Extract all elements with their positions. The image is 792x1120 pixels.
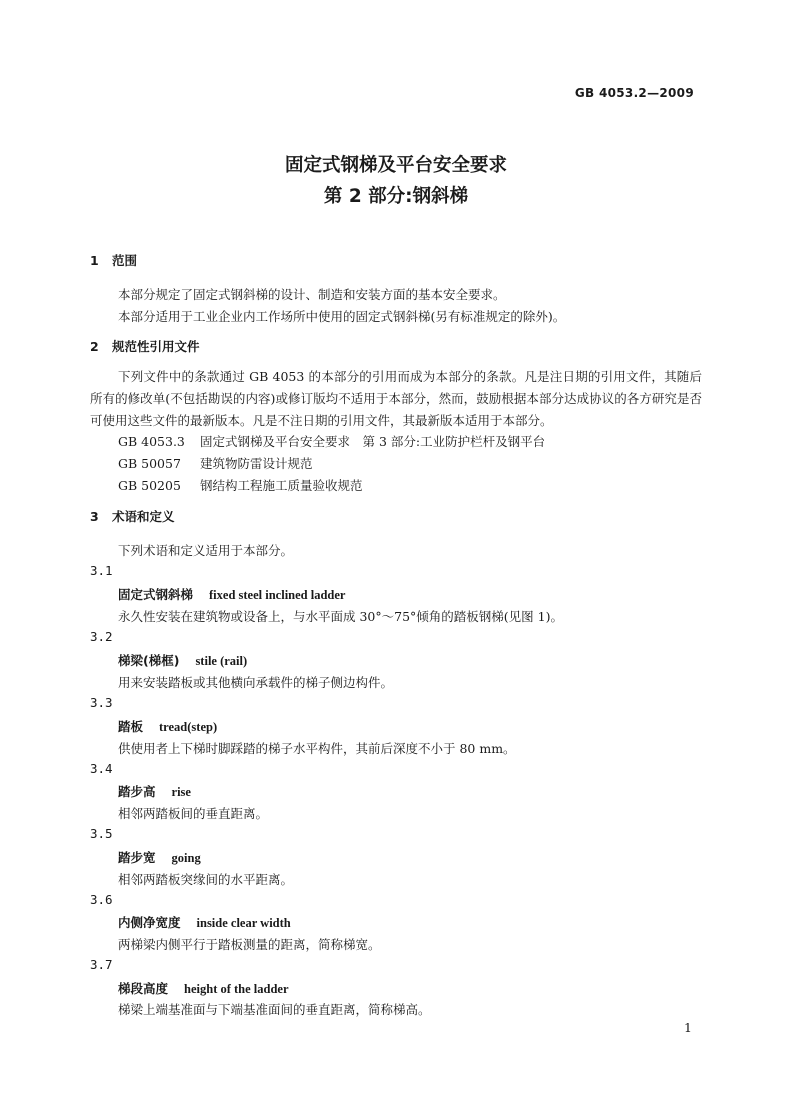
section-number: 1 bbox=[90, 253, 99, 268]
page-number: 1 bbox=[684, 1020, 692, 1035]
term-number: 3.7 bbox=[90, 957, 113, 972]
standard-code: GB 4053.2—2009 bbox=[574, 86, 694, 100]
section-number: 3 bbox=[90, 509, 99, 524]
term-chinese: 固定式钢斜梯 bbox=[118, 587, 194, 602]
section-title: 术语和定义 bbox=[112, 509, 175, 524]
term-english: inside clear width bbox=[196, 916, 291, 930]
reference-item bbox=[118, 454, 313, 472]
section-title: 范围 bbox=[112, 253, 138, 268]
reference-item bbox=[118, 432, 545, 450]
reference-code: GB 4053.3 bbox=[118, 434, 185, 449]
term-definition: 相邻两踏板突缘间的水平距离。 bbox=[118, 872, 294, 887]
paragraph: 下列术语和定义适用于本部分。 bbox=[118, 543, 294, 558]
term-chinese: 踏板 bbox=[118, 719, 144, 734]
reference-title: 固定式钢梯及平台安全要求 第 3 部分:工业防护栏杆及钢平台 bbox=[200, 434, 546, 449]
section-heading-normative-references bbox=[90, 337, 200, 355]
term-english: tread(step) bbox=[159, 720, 218, 734]
term-definition: 永久性安装在建筑物或设备上，与水平面成 30°～75°倾角的踏板钢梯(见图 1)。 bbox=[118, 609, 563, 624]
term-chinese: 踏步高 bbox=[118, 784, 156, 799]
term-definition: 梯梁上端基准面与下端基准面间的垂直距离，简称梯高。 bbox=[118, 1002, 431, 1017]
term-english: rise bbox=[171, 785, 191, 799]
reference-title: 建筑物防雷设计规范 bbox=[200, 456, 313, 471]
document-title: 固定式钢梯及平台安全要求 bbox=[284, 155, 507, 176]
term-number: 3.6 bbox=[90, 892, 113, 907]
section-title: 规范性引用文件 bbox=[112, 339, 200, 354]
term-chinese: 踏步宽 bbox=[118, 850, 156, 865]
section-heading-scope bbox=[90, 251, 137, 269]
reference-code: GB 50205 bbox=[118, 478, 181, 493]
term-chinese: 梯梁(梯框) bbox=[118, 653, 180, 668]
term-entry bbox=[118, 848, 201, 866]
term-number: 3.5 bbox=[90, 826, 113, 841]
term-entry bbox=[118, 913, 291, 931]
term-definition: 供使用者上下梯时脚踩踏的梯子水平构件，其前后深度不小于 80 mm。 bbox=[118, 741, 516, 756]
term-definition: 相邻两踏板间的垂直距离。 bbox=[118, 806, 269, 821]
term-entry bbox=[118, 979, 289, 997]
term-english: fixed steel inclined ladder bbox=[209, 588, 346, 602]
term-entry bbox=[118, 782, 191, 800]
term-english: going bbox=[171, 851, 201, 865]
term-number: 3.1 bbox=[90, 563, 113, 578]
term-chinese: 内侧净宽度 bbox=[118, 915, 181, 930]
reference-title: 钢结构工程施工质量验收规范 bbox=[200, 478, 363, 493]
term-number: 3.2 bbox=[90, 629, 113, 644]
term-english: stile (rail) bbox=[195, 654, 248, 668]
section-number: 2 bbox=[90, 339, 99, 354]
term-definition: 两梯梁内侧平行于踏板测量的距离，简称梯宽。 bbox=[118, 937, 381, 952]
term-entry bbox=[118, 651, 247, 669]
term-number: 3.4 bbox=[90, 761, 113, 776]
paragraph: 本部分适用于工业企业内工作场所中使用的固定式钢斜梯(另有标准规定的除外)。 bbox=[118, 309, 566, 324]
paragraph: 下列文件中的条款通过 GB 4053 的本部分的引用而成为本部分的条款。凡是注日期的引用文件，其随后所有的修改单(不包括勘误的内容)或修订版均不适用于本部分，然而，鼓励根据本部分达成协议的各方研究是否可使用这些文件的最新版本。凡是不注日期的引用文件，其最新版本适用于本部分。 bbox=[90, 369, 702, 428]
reference-code: GB 50057 bbox=[118, 456, 181, 471]
term-chinese: 梯段高度 bbox=[118, 981, 169, 996]
term-definition: 用来安装踏板或其他横向承载件的梯子侧边构件。 bbox=[118, 675, 394, 690]
paragraph: 本部分规定了固定式钢斜梯的设计、制造和安装方面的基本安全要求。 bbox=[118, 287, 506, 302]
document-subtitle: 第 2 部分:钢斜梯 bbox=[323, 186, 469, 207]
term-entry bbox=[118, 717, 217, 735]
section-heading-terms-definitions bbox=[90, 507, 175, 525]
term-number: 3.3 bbox=[90, 695, 113, 710]
term-entry bbox=[118, 585, 345, 603]
term-english: height of the ladder bbox=[184, 982, 289, 996]
reference-item bbox=[118, 476, 363, 494]
